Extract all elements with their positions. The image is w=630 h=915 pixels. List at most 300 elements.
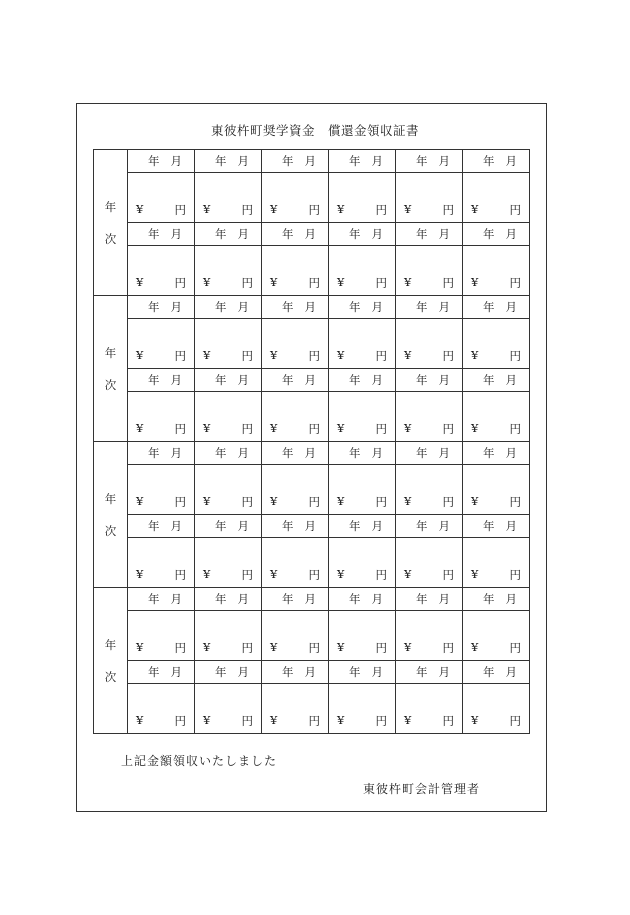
fiscal-period-label: 次 bbox=[104, 669, 117, 684]
date-year-label: 年 bbox=[215, 227, 227, 241]
yen-symbol: ¥ bbox=[337, 567, 345, 581]
date-month-label: 月 bbox=[438, 227, 450, 241]
payment-amount-cell bbox=[128, 173, 195, 223]
payment-date-cell bbox=[128, 442, 195, 465]
payment-amount-cell bbox=[463, 319, 530, 369]
payment-amount-cell bbox=[396, 684, 463, 734]
yen-symbol: ¥ bbox=[337, 713, 345, 727]
date-year-label: 年 bbox=[416, 519, 428, 533]
yen-unit-label: 円 bbox=[375, 495, 387, 509]
amount-row bbox=[94, 684, 530, 734]
yen-symbol: ¥ bbox=[203, 640, 211, 654]
date-year-label: 年 bbox=[349, 519, 361, 533]
payment-date-cell bbox=[195, 661, 262, 684]
payment-date-cell bbox=[195, 369, 262, 392]
payment-amount-cell bbox=[329, 319, 396, 369]
yen-unit-label: 円 bbox=[442, 422, 454, 436]
yen-symbol: ¥ bbox=[471, 348, 479, 362]
yen-symbol: ¥ bbox=[203, 348, 211, 362]
date-row bbox=[94, 296, 530, 319]
fiscal-year-label: 年 bbox=[104, 491, 117, 506]
date-year-label: 年 bbox=[483, 300, 495, 314]
yen-unit-label: 円 bbox=[375, 203, 387, 217]
yen-unit-label: 円 bbox=[308, 495, 320, 509]
payment-date-cell bbox=[262, 515, 329, 538]
date-year-label: 年 bbox=[148, 154, 160, 168]
payment-date-cell bbox=[463, 515, 530, 538]
fiscal-period-label: 次 bbox=[104, 377, 117, 392]
date-month-label: 月 bbox=[438, 592, 450, 606]
yen-symbol: ¥ bbox=[404, 640, 412, 654]
yen-symbol: ¥ bbox=[270, 494, 278, 508]
payment-date-cell bbox=[262, 588, 329, 611]
fiscal-year-cell bbox=[94, 150, 128, 296]
yen-symbol: ¥ bbox=[136, 348, 144, 362]
yen-symbol: ¥ bbox=[337, 640, 345, 654]
payment-amount-cell bbox=[396, 392, 463, 442]
date-month-label: 月 bbox=[438, 446, 450, 460]
yen-symbol: ¥ bbox=[337, 494, 345, 508]
fiscal-period-label: 次 bbox=[104, 231, 117, 246]
fiscal-year-cell bbox=[94, 588, 128, 734]
payment-date-cell bbox=[329, 515, 396, 538]
payment-date-cell bbox=[396, 515, 463, 538]
yen-unit-label: 円 bbox=[241, 641, 253, 655]
date-year-label: 年 bbox=[215, 446, 227, 460]
payment-amount-cell bbox=[262, 319, 329, 369]
payment-date-cell bbox=[329, 150, 396, 173]
payment-date-cell bbox=[195, 515, 262, 538]
yen-symbol: ¥ bbox=[270, 202, 278, 216]
date-row bbox=[94, 223, 530, 246]
yen-unit-label: 円 bbox=[509, 422, 521, 436]
date-month-label: 月 bbox=[304, 373, 316, 387]
payment-amount-cell bbox=[195, 319, 262, 369]
yen-symbol: ¥ bbox=[471, 494, 479, 508]
payment-amount-cell bbox=[463, 246, 530, 296]
received-statement: 上記金額領収いたしました bbox=[121, 754, 278, 768]
payment-date-cell bbox=[396, 150, 463, 173]
yen-symbol: ¥ bbox=[270, 567, 278, 581]
payment-amount-cell bbox=[463, 173, 530, 223]
yen-unit-label: 円 bbox=[174, 641, 186, 655]
date-year-label: 年 bbox=[483, 373, 495, 387]
payment-date-cell bbox=[396, 223, 463, 246]
payment-amount-cell bbox=[262, 246, 329, 296]
date-year-label: 年 bbox=[282, 300, 294, 314]
payment-amount-cell bbox=[128, 538, 195, 588]
date-month-label: 月 bbox=[170, 373, 182, 387]
amount-row bbox=[94, 611, 530, 661]
date-month-label: 月 bbox=[237, 373, 249, 387]
payment-amount-cell bbox=[262, 173, 329, 223]
amount-row bbox=[94, 173, 530, 223]
date-year-label: 年 bbox=[282, 519, 294, 533]
date-month-label: 月 bbox=[371, 373, 383, 387]
date-row bbox=[94, 515, 530, 538]
payment-date-cell bbox=[195, 296, 262, 319]
yen-symbol: ¥ bbox=[270, 348, 278, 362]
payment-date-cell bbox=[262, 661, 329, 684]
date-month-label: 月 bbox=[304, 665, 316, 679]
date-month-label: 月 bbox=[371, 665, 383, 679]
payment-date-cell bbox=[195, 150, 262, 173]
yen-unit-label: 円 bbox=[308, 641, 320, 655]
date-year-label: 年 bbox=[148, 592, 160, 606]
date-month-label: 月 bbox=[438, 665, 450, 679]
date-month-label: 月 bbox=[170, 519, 182, 533]
date-month-label: 月 bbox=[237, 154, 249, 168]
yen-unit-label: 円 bbox=[375, 276, 387, 290]
yen-unit-label: 円 bbox=[509, 714, 521, 728]
payment-amount-cell bbox=[195, 246, 262, 296]
payment-date-cell bbox=[262, 369, 329, 392]
yen-symbol: ¥ bbox=[471, 567, 479, 581]
date-year-label: 年 bbox=[282, 227, 294, 241]
payment-date-cell bbox=[329, 223, 396, 246]
payment-amount-cell bbox=[463, 392, 530, 442]
date-month-label: 月 bbox=[237, 300, 249, 314]
yen-symbol: ¥ bbox=[136, 640, 144, 654]
yen-unit-label: 円 bbox=[308, 349, 320, 363]
date-month-label: 月 bbox=[505, 373, 517, 387]
payment-date-cell bbox=[262, 223, 329, 246]
yen-symbol: ¥ bbox=[270, 421, 278, 435]
date-year-label: 年 bbox=[215, 154, 227, 168]
yen-unit-label: 円 bbox=[241, 422, 253, 436]
date-row bbox=[94, 442, 530, 465]
date-year-label: 年 bbox=[215, 592, 227, 606]
date-month-label: 月 bbox=[237, 446, 249, 460]
yen-unit-label: 円 bbox=[442, 568, 454, 582]
date-year-label: 年 bbox=[416, 592, 428, 606]
date-month-label: 月 bbox=[237, 227, 249, 241]
yen-symbol: ¥ bbox=[471, 640, 479, 654]
yen-symbol: ¥ bbox=[471, 421, 479, 435]
date-row bbox=[94, 588, 530, 611]
yen-symbol: ¥ bbox=[270, 640, 278, 654]
yen-unit-label: 円 bbox=[375, 641, 387, 655]
yen-unit-label: 円 bbox=[174, 568, 186, 582]
fiscal-period-label: 次 bbox=[104, 523, 117, 538]
date-year-label: 年 bbox=[416, 373, 428, 387]
payment-date-cell bbox=[128, 515, 195, 538]
yen-unit-label: 円 bbox=[308, 568, 320, 582]
payment-date-cell bbox=[463, 442, 530, 465]
date-year-label: 年 bbox=[416, 665, 428, 679]
payment-amount-cell bbox=[329, 465, 396, 515]
payment-date-cell bbox=[396, 442, 463, 465]
date-year-label: 年 bbox=[215, 665, 227, 679]
date-month-label: 月 bbox=[438, 154, 450, 168]
date-year-label: 年 bbox=[483, 519, 495, 533]
payment-amount-cell bbox=[396, 611, 463, 661]
document-title: 東彼杵町奨学資金 償還金領収証書 bbox=[210, 123, 419, 138]
payment-date-cell bbox=[329, 661, 396, 684]
date-year-label: 年 bbox=[349, 227, 361, 241]
date-month-label: 月 bbox=[505, 665, 517, 679]
payment-amount-cell bbox=[329, 246, 396, 296]
date-month-label: 月 bbox=[170, 300, 182, 314]
payment-amount-cell bbox=[262, 392, 329, 442]
yen-unit-label: 円 bbox=[241, 349, 253, 363]
yen-unit-label: 円 bbox=[174, 422, 186, 436]
yen-unit-label: 円 bbox=[509, 276, 521, 290]
yen-symbol: ¥ bbox=[337, 348, 345, 362]
date-year-label: 年 bbox=[349, 592, 361, 606]
payment-amount-cell bbox=[396, 246, 463, 296]
date-year-label: 年 bbox=[148, 519, 160, 533]
date-year-label: 年 bbox=[148, 373, 160, 387]
payment-amount-cell bbox=[396, 173, 463, 223]
amount-row bbox=[94, 392, 530, 442]
date-year-label: 年 bbox=[349, 446, 361, 460]
date-month-label: 月 bbox=[371, 446, 383, 460]
yen-unit-label: 円 bbox=[174, 203, 186, 217]
payment-amount-cell bbox=[396, 538, 463, 588]
yen-unit-label: 円 bbox=[375, 422, 387, 436]
payment-date-cell bbox=[128, 150, 195, 173]
payment-date-cell bbox=[195, 223, 262, 246]
yen-symbol: ¥ bbox=[203, 494, 211, 508]
payment-amount-cell bbox=[195, 538, 262, 588]
yen-symbol: ¥ bbox=[136, 713, 144, 727]
yen-unit-label: 円 bbox=[241, 276, 253, 290]
yen-unit-label: 円 bbox=[375, 714, 387, 728]
payment-amount-cell bbox=[195, 392, 262, 442]
yen-symbol: ¥ bbox=[136, 202, 144, 216]
fiscal-year-cell bbox=[94, 296, 128, 442]
date-year-label: 年 bbox=[483, 154, 495, 168]
payment-date-cell bbox=[128, 223, 195, 246]
payment-amount-cell bbox=[262, 538, 329, 588]
payment-date-cell bbox=[262, 442, 329, 465]
payment-amount-cell bbox=[396, 465, 463, 515]
payment-date-cell bbox=[463, 588, 530, 611]
yen-symbol: ¥ bbox=[203, 421, 211, 435]
date-year-label: 年 bbox=[416, 446, 428, 460]
yen-unit-label: 円 bbox=[241, 203, 253, 217]
date-month-label: 月 bbox=[505, 519, 517, 533]
payment-date-cell bbox=[262, 150, 329, 173]
date-month-label: 月 bbox=[371, 154, 383, 168]
payment-date-cell bbox=[128, 296, 195, 319]
date-year-label: 年 bbox=[148, 665, 160, 679]
payment-amount-cell bbox=[128, 246, 195, 296]
yen-symbol: ¥ bbox=[404, 421, 412, 435]
yen-unit-label: 円 bbox=[174, 349, 186, 363]
yen-symbol: ¥ bbox=[136, 494, 144, 508]
yen-unit-label: 円 bbox=[241, 714, 253, 728]
yen-unit-label: 円 bbox=[509, 568, 521, 582]
payment-date-cell bbox=[128, 661, 195, 684]
date-month-label: 月 bbox=[438, 300, 450, 314]
yen-unit-label: 円 bbox=[308, 276, 320, 290]
payment-amount-cell bbox=[195, 465, 262, 515]
payment-date-cell bbox=[262, 296, 329, 319]
issuer-name: 東彼杵町会計管理者 bbox=[363, 782, 481, 796]
yen-unit-label: 円 bbox=[509, 495, 521, 509]
date-year-label: 年 bbox=[416, 227, 428, 241]
yen-unit-label: 円 bbox=[375, 349, 387, 363]
yen-symbol: ¥ bbox=[270, 713, 278, 727]
yen-symbol: ¥ bbox=[471, 275, 479, 289]
payment-date-cell bbox=[463, 369, 530, 392]
yen-symbol: ¥ bbox=[203, 275, 211, 289]
payment-date-cell bbox=[329, 442, 396, 465]
yen-symbol: ¥ bbox=[337, 202, 345, 216]
date-month-label: 月 bbox=[505, 227, 517, 241]
payment-date-cell bbox=[128, 588, 195, 611]
date-month-label: 月 bbox=[304, 227, 316, 241]
yen-unit-label: 円 bbox=[442, 714, 454, 728]
payment-amount-cell bbox=[128, 465, 195, 515]
yen-unit-label: 円 bbox=[442, 641, 454, 655]
payment-amount-cell bbox=[329, 684, 396, 734]
fiscal-year-label: 年 bbox=[104, 199, 117, 214]
date-year-label: 年 bbox=[483, 227, 495, 241]
date-year-label: 年 bbox=[215, 300, 227, 314]
date-year-label: 年 bbox=[483, 446, 495, 460]
date-year-label: 年 bbox=[282, 373, 294, 387]
date-year-label: 年 bbox=[349, 665, 361, 679]
payment-amount-cell bbox=[463, 611, 530, 661]
payment-amount-cell bbox=[463, 538, 530, 588]
date-year-label: 年 bbox=[148, 446, 160, 460]
payment-date-cell bbox=[396, 296, 463, 319]
yen-symbol: ¥ bbox=[404, 348, 412, 362]
payment-date-cell bbox=[396, 369, 463, 392]
payment-amount-cell bbox=[195, 684, 262, 734]
yen-symbol: ¥ bbox=[404, 494, 412, 508]
date-month-label: 月 bbox=[237, 665, 249, 679]
date-year-label: 年 bbox=[148, 227, 160, 241]
date-month-label: 月 bbox=[170, 665, 182, 679]
date-month-label: 月 bbox=[170, 227, 182, 241]
yen-symbol: ¥ bbox=[404, 713, 412, 727]
payment-date-cell bbox=[396, 588, 463, 611]
date-month-label: 月 bbox=[237, 592, 249, 606]
payment-date-cell bbox=[463, 661, 530, 684]
yen-symbol: ¥ bbox=[136, 275, 144, 289]
yen-unit-label: 円 bbox=[442, 203, 454, 217]
amount-row bbox=[94, 246, 530, 296]
yen-symbol: ¥ bbox=[270, 275, 278, 289]
date-year-label: 年 bbox=[483, 665, 495, 679]
date-month-label: 月 bbox=[304, 154, 316, 168]
date-month-label: 月 bbox=[371, 592, 383, 606]
date-month-label: 月 bbox=[304, 519, 316, 533]
payment-date-cell bbox=[396, 661, 463, 684]
payment-amount-cell bbox=[262, 611, 329, 661]
date-month-label: 月 bbox=[438, 519, 450, 533]
payment-amount-cell bbox=[463, 465, 530, 515]
yen-symbol: ¥ bbox=[471, 202, 479, 216]
date-month-label: 月 bbox=[170, 446, 182, 460]
yen-unit-label: 円 bbox=[308, 714, 320, 728]
yen-symbol: ¥ bbox=[203, 202, 211, 216]
payment-date-cell bbox=[329, 588, 396, 611]
date-year-label: 年 bbox=[215, 373, 227, 387]
yen-unit-label: 円 bbox=[509, 641, 521, 655]
yen-unit-label: 円 bbox=[509, 349, 521, 363]
payment-amount-cell bbox=[128, 611, 195, 661]
fiscal-year-cell bbox=[94, 442, 128, 588]
payment-amount-cell bbox=[262, 465, 329, 515]
date-month-label: 月 bbox=[505, 154, 517, 168]
payment-amount-cell bbox=[195, 611, 262, 661]
date-month-label: 月 bbox=[304, 592, 316, 606]
fiscal-year-label: 年 bbox=[104, 345, 117, 360]
date-month-label: 月 bbox=[237, 519, 249, 533]
date-month-label: 月 bbox=[371, 519, 383, 533]
yen-symbol: ¥ bbox=[404, 202, 412, 216]
yen-symbol: ¥ bbox=[136, 421, 144, 435]
date-row bbox=[94, 661, 530, 684]
yen-unit-label: 円 bbox=[174, 714, 186, 728]
date-year-label: 年 bbox=[282, 592, 294, 606]
date-year-label: 年 bbox=[349, 300, 361, 314]
payment-amount-cell bbox=[128, 684, 195, 734]
yen-unit-label: 円 bbox=[308, 422, 320, 436]
date-year-label: 年 bbox=[282, 446, 294, 460]
date-year-label: 年 bbox=[215, 519, 227, 533]
yen-unit-label: 円 bbox=[375, 568, 387, 582]
yen-unit-label: 円 bbox=[442, 495, 454, 509]
yen-symbol: ¥ bbox=[471, 713, 479, 727]
payment-amount-cell bbox=[329, 538, 396, 588]
payment-amount-cell bbox=[329, 392, 396, 442]
date-row bbox=[94, 150, 530, 173]
payment-amount-cell bbox=[128, 392, 195, 442]
receipt-grid bbox=[93, 149, 530, 734]
yen-symbol: ¥ bbox=[203, 567, 211, 581]
date-month-label: 月 bbox=[304, 446, 316, 460]
date-month-label: 月 bbox=[505, 592, 517, 606]
date-month-label: 月 bbox=[371, 300, 383, 314]
fiscal-year-label: 年 bbox=[104, 637, 117, 652]
date-year-label: 年 bbox=[349, 154, 361, 168]
yen-symbol: ¥ bbox=[404, 275, 412, 289]
date-month-label: 月 bbox=[505, 300, 517, 314]
payment-amount-cell bbox=[396, 319, 463, 369]
payment-date-cell bbox=[463, 223, 530, 246]
payment-date-cell bbox=[463, 296, 530, 319]
yen-symbol: ¥ bbox=[337, 275, 345, 289]
yen-symbol: ¥ bbox=[203, 713, 211, 727]
yen-unit-label: 円 bbox=[174, 276, 186, 290]
payment-amount-cell bbox=[329, 611, 396, 661]
payment-amount-cell bbox=[463, 684, 530, 734]
yen-unit-label: 円 bbox=[442, 349, 454, 363]
date-year-label: 年 bbox=[416, 300, 428, 314]
yen-symbol: ¥ bbox=[136, 567, 144, 581]
yen-symbol: ¥ bbox=[404, 567, 412, 581]
date-month-label: 月 bbox=[170, 592, 182, 606]
yen-unit-label: 円 bbox=[442, 276, 454, 290]
amount-row bbox=[94, 465, 530, 515]
date-year-label: 年 bbox=[349, 373, 361, 387]
date-month-label: 月 bbox=[371, 227, 383, 241]
payment-date-cell bbox=[329, 296, 396, 319]
payment-amount-cell bbox=[262, 684, 329, 734]
date-year-label: 年 bbox=[483, 592, 495, 606]
date-year-label: 年 bbox=[148, 300, 160, 314]
yen-unit-label: 円 bbox=[509, 203, 521, 217]
yen-symbol: ¥ bbox=[337, 421, 345, 435]
date-month-label: 月 bbox=[304, 300, 316, 314]
yen-unit-label: 円 bbox=[174, 495, 186, 509]
